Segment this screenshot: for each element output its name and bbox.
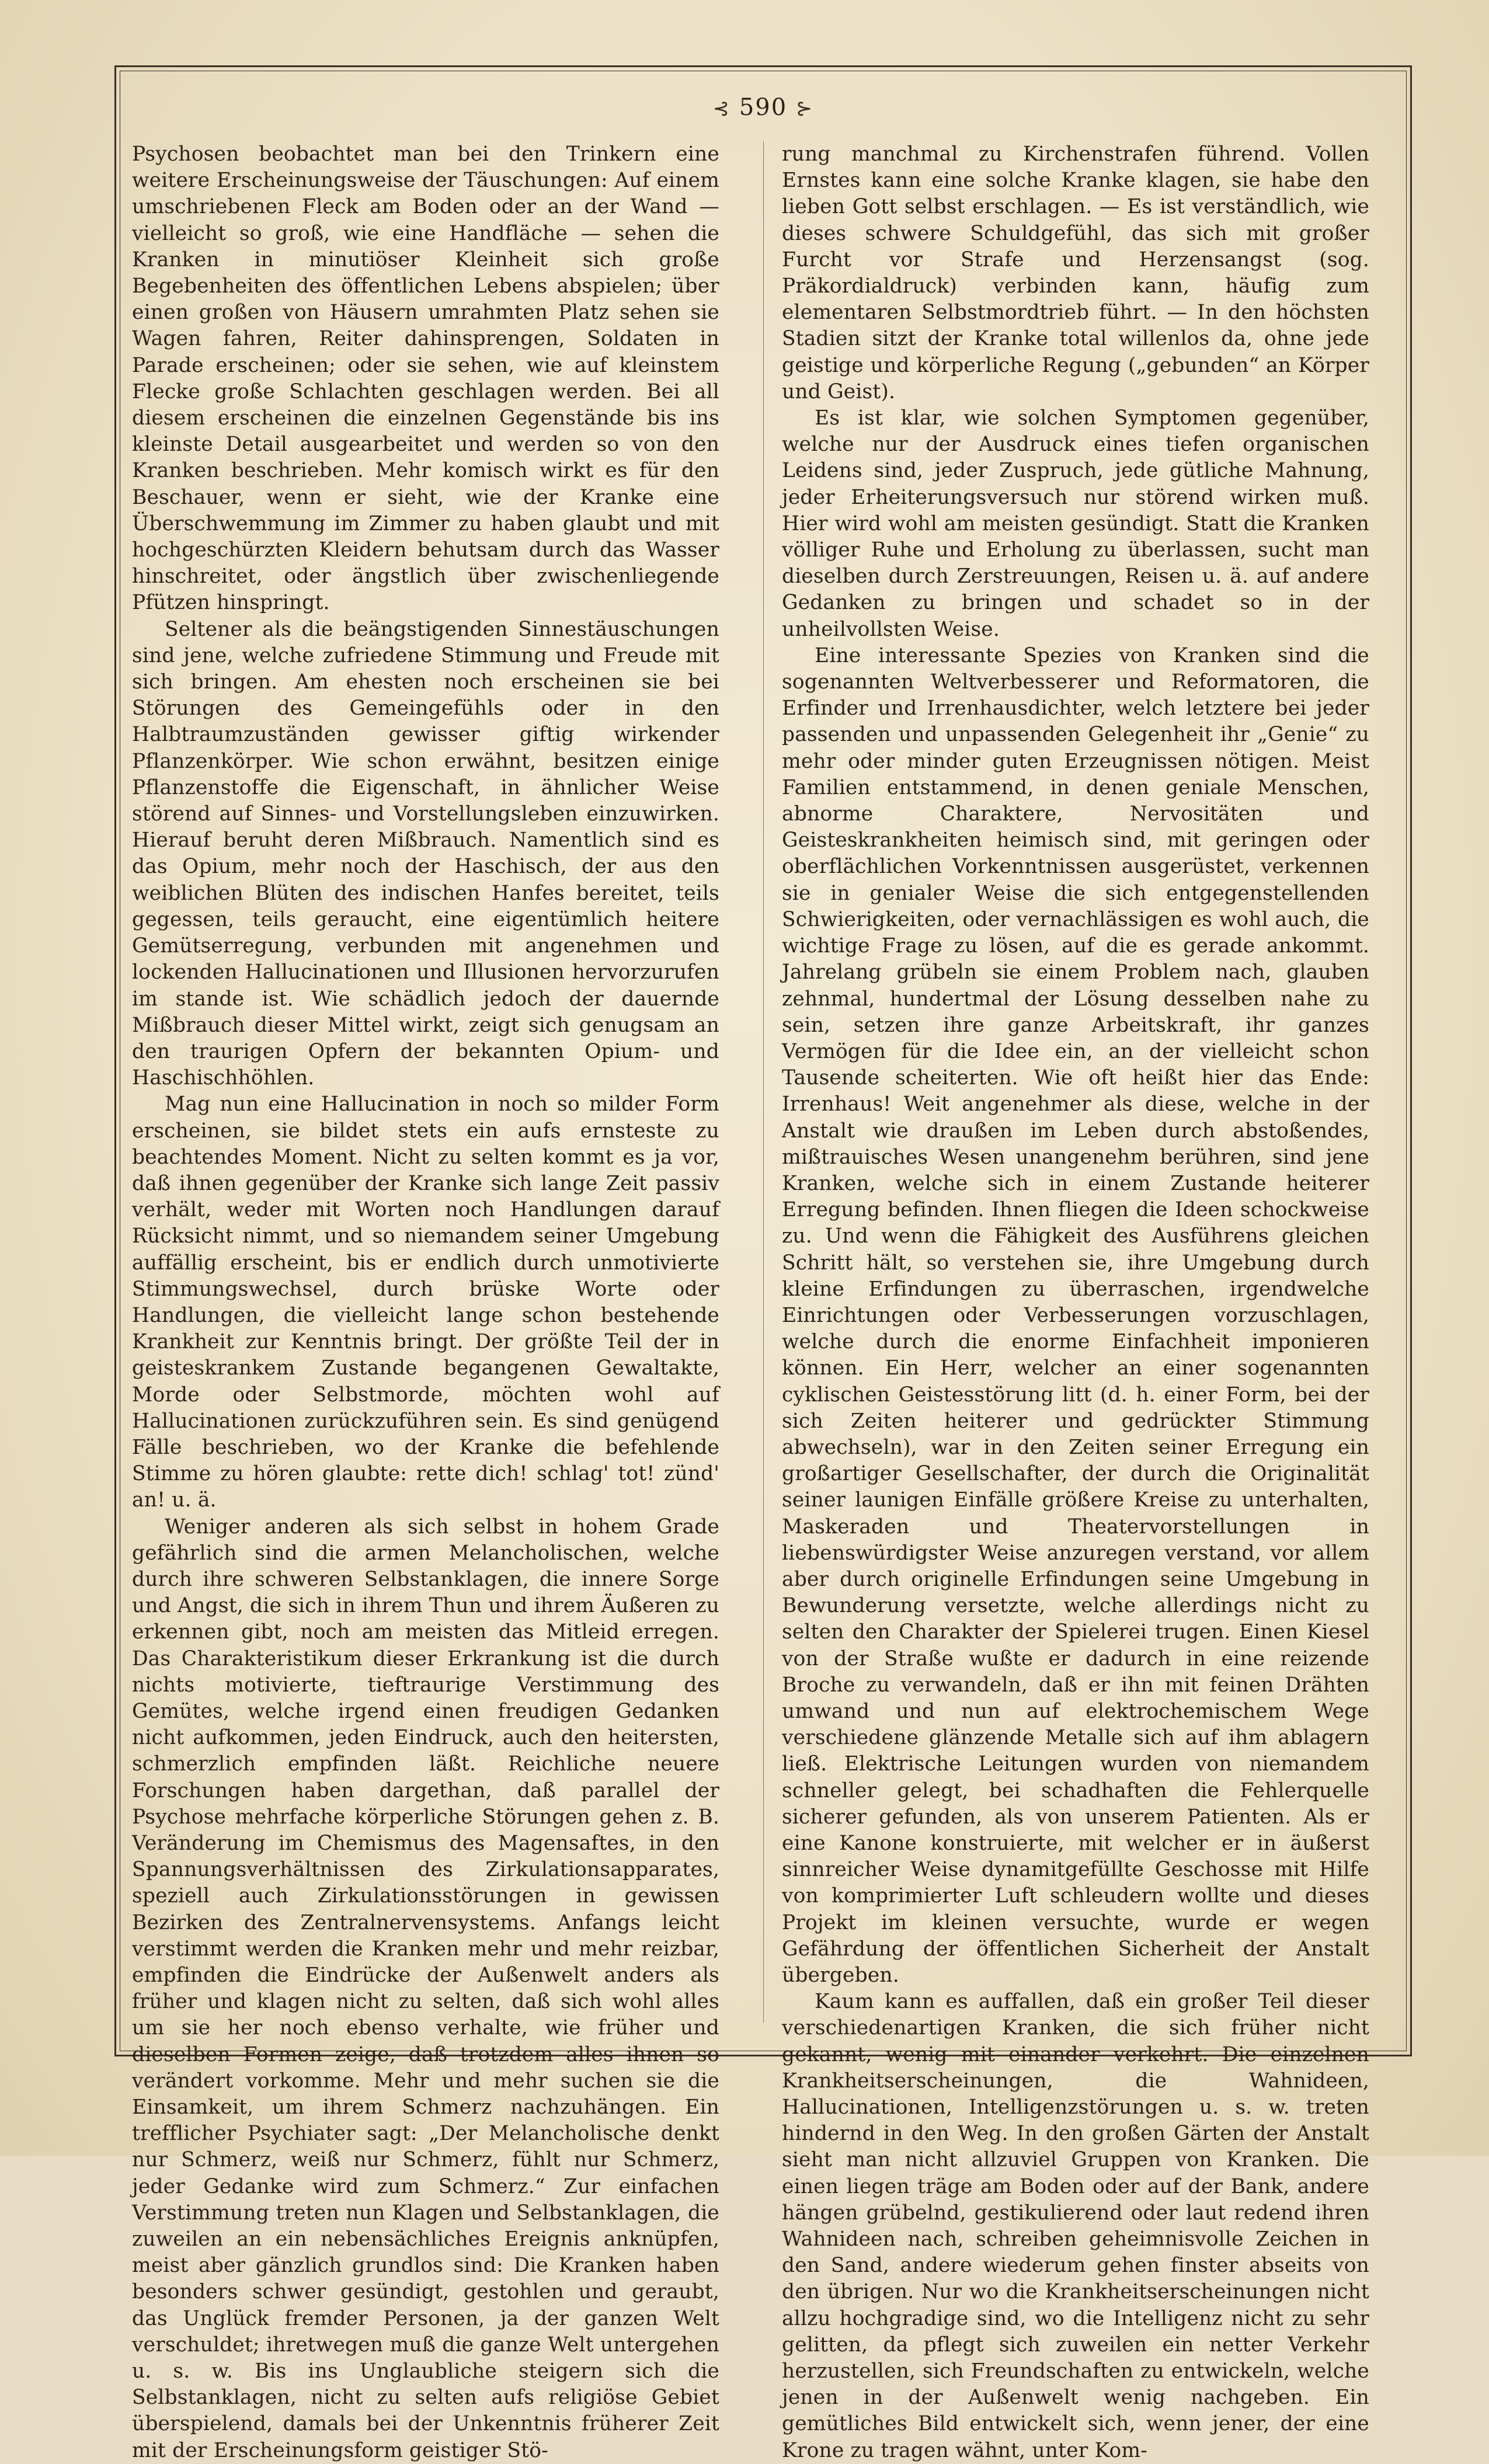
page-number: 590 <box>739 94 788 121</box>
column-divider <box>763 141 764 2023</box>
page-header <box>114 93 1412 123</box>
paragraph: Psychosen beobachtet man bei den Trinkern eine weitere Erscheinungsweise der Täuschungen: Auf einem umschriebenen Fleck am Boden oder an der Wand — vielleicht so groß, wie eine Handfläche — sehen die Kranken in minutiöser Kleinheit sich große Begebenheiten des öffentlichen Lebens abspielen; über einen großen von Häusern umrahmten Platz sehen sie Wagen fahren, Reiter dahinsprengen, Soldaten in Parade erscheinen; oder sie sehen, wie auf kleinstem Flecke große Schlachten geschlagen werden. Bei all diesem erscheinen die einzelnen Gegenstände bis ins kleinste Detail ausgearbeitet und werden so von den Kranken beschrieben. Mehr komisch wirkt es für den Beschauer, wenn er sieht, wie der Kranke eine Überschwemmung im Zimmer zu haben glaubt und mit hochgeschürzten Kleidern behutsam durch das Wasser hinschreitet, oder ängstlich über zwischenliegende Pfützen hinspringt. <box>132 142 719 615</box>
paragraph: Kaum kann es auffallen, daß ein großer Teil dieser verschiedenartigen Kranken, die sich früher nicht gekannt, wenig mit einander verkehrt. Die einzelnen Krankheitserscheinungen, die Wahnideen, Hallucinationen, Intelligenzstörungen u. s. w. treten hindernd in den Weg. In den großen Gärten der Anstalt sieht man nicht allzuviel Gruppen von Kranken. Die einen liegen träge am Boden oder auf der Bank, andere hängen grübelnd, gestikulierend oder laut redend ihren Wahnideen nach, schreiben geheimnisvolle Zeichen in den Sand, andere wiederum gehen finster abseits von den übrigen. Nur wo die Krankheitserscheinungen nicht allzu hochgradige sind, wo die Intelligenz nicht zu sehr gelitten, da pflegt sich zuweilen ein netter Verkehr herzustellen, sich Freundschaften zu entwickeln, welche jenen in der Außenwelt wenig nachgeben. Ein gemütliches Bild entwickelt sich, wenn jener, der eine Krone zu tragen wähnt, unter Kom- <box>782 1990 1369 2462</box>
left-column <box>132 141 719 2464</box>
paragraph: rung manchmal zu Kirchenstrafen führend. Vollen Ernstes kann eine solche Kranke klagen, sie habe den lieben Gott selbst erschlagen. — Es ist verständlich, wie dieses schwere Schuldgefühl, das sich mit großer Furcht vor Strafe und Herzensangst (sog. Präkordialdruck) verbinden kann, häufig zum elementaren Selbstmordtrieb führt. — In den höchsten Stadien sitzt der Kranke total willenlos da, ohne jede geistige und körperliche Regung („gebunden“ an Körper und Geist). <box>782 142 1369 403</box>
right-column <box>782 141 1369 2464</box>
paragraph: Eine interessante Spezies von Kranken sind die sogenannten Weltverbesserer und Reformatoren, die Erfinder und Irrenhausdichter, welch letztere bei jeder passenden und unpassenden Gelegenheit ihr „Genie“ zu mehr oder minder guten Erzeugnissen nötigen. Meist Familien entstammend, in denen geniale Menschen, abnorme Charaktere, Nervositäten und Geisteskrankheiten heimisch sind, mit geringen oder oberflächlichen Vorkenntnissen ausgerüstet, verkennen sie in genialer Weise die sich entgegenstellenden Schwierigkeiten, oder vernachlässigen es wohl auch, die wichtige Frage zu lösen, auf die es gerade ankommt. Jahrelang grübeln sie einem Problem nach, glauben zehnmal, hundertmal der Lösung desselben nahe zu sein, setzen ihre ganze Arbeitskraft, ihr ganzes Vermögen für die Idee ein, an der vielleicht schon Tausende scheiterten. Wie oft heißt hier das Ende: Irrenhaus! Weit angenehmer als diese, welche in der Anstalt wie draußen im Leben durch abstoßendes, mißtrauisches Wesen unangenehm berühren, sind jene Kranken, welche sich in einem Zustande heiterer Erregung befinden. Ihnen fliegen die Ideen schockweise zu. Und wenn die Fähigkeit des Ausführens gleichen Schritt hält, so verstehen sie, ihre Umgebung durch kleine Erfindungen zu überraschen, irgendwelche Einrichtungen oder Verbesserungen vorzuschlagen, welche durch die enorme Einfachheit imponieren können. Ein Herr, welcher an einer sogenannten cyklischen Geistesstörung litt (d. h. einer Form, bei der sich Zeiten heiterer und gedrückter Stimmung abwechseln), war in den Zeiten seiner Erregung ein großartiger Gesellschafter, der durch die Originalität seiner launigen Einfälle größere Kreise zu unterhalten, Maskeraden und Theatervorstellungen in liebenswürdigster Weise anzuregen verstand, vor allem aber durch originelle Erfindungen seine Umgebung in Bewunderung versetzte, welche allerdings nicht zu selten den Charakter der Spielerei trugen. Einen Kiesel von der Straße wußte er dadurch in eine reizende Broche zu verwandeln, daß er ihn mit feinen Drähten umwand und nun auf elektrochemischem Wege verschiedene glänzende Metalle sich auf ihm ablagern ließ. Elektrische Leitungen wurden von niemandem schneller gelegt, bei schadhaften die Fehlerquelle sicherer gefunden, als von unserem Patienten. Als er eine Kanone konstruierte, mit welcher er in äußerst sinnreicher Weise dynamitgefüllte Geschosse mit Hilfe von komprimierter Luft schleudern wollte und dieses Projekt im kleinen versuchte, wurde er wegen Gefährdung der öffentlichen Sicherheit der Anstalt übergeben. <box>782 643 1369 1988</box>
ornament-right-icon: ⊱ <box>795 97 814 120</box>
paragraph: Es ist klar, wie solchen Symptomen gegenüber, welche nur der Ausdruck eines tiefen organischen Leidens sind, jeder Zuspruch, jede gütliche Mahnung, jeder Erheiterungsversuch nur störend wirken muß. Hier wird wohl am meisten gesündigt. Statt die Kranken völliger Ruhe und Erholung zu überlassen, sucht man dieselben durch Zerstreuungen, Reisen u. ä. auf andere Gedanken zu bringen und schadet so in der unheilvollsten Weise. <box>782 406 1369 641</box>
paragraph: Mag nun eine Hallucination in noch so milder Form erscheinen, sie bildet stets ein aufs ernsteste zu beachtendes Moment. Nicht zu selten kommt es ja vor, daß ihnen gegenüber der Kranke sich lange Zeit passiv verhält, weder mit Worten noch Handlungen darauf Rücksicht nimmt, und so niemandem seiner Umgebung auffällig erscheint, bis er endlich durch unmotivierte Stimmungswechsel, durch brüske Worte oder Handlungen, die vielleicht lange schon bestehende Krankheit zur Kenntnis bringt. Der größte Teil der in geisteskrankem Zustande begangenen Gewaltakte, Morde oder Selbstmorde, möchten wohl auf Hallucinationen zurückzuführen sein. Es sind genügend Fälle beschrieben, wo der Kranke die befehlende Stimme zu hören glaubte: rette dich! schlag' tot! zünd' an! u. ä. <box>132 1092 719 1512</box>
paragraph: Seltener als die beängstigenden Sinnestäuschungen sind jene, welche zufriedene Stimmung und Freude mit sich bringen. Am ehesten noch erscheinen sie bei Störungen des Gemeingefühls oder in den Halbtraumzuständen gewisser giftig wirkender Pflanzenkörper. Wie schon erwähnt, besitzen einige Pflanzenstoffe die Eigenschaft, in ähnlicher Weise störend auf Sinnes- und Vorstellungsleben einzuwirken. Hierauf beruht deren Mißbrauch. Namentlich sind es das Opium, mehr noch der Haschisch, der aus den weiblichen Blüten des indischen Hanfes bereitet, teils gegessen, teils geraucht, eine eigentümlich heitere Gemütserregung, verbunden mit angenehmen und lockenden Hallucinationen und Illusionen hervorzurufen im stande ist. Wie schädlich jedoch der dauernde Mißbrauch dieser Mittel wirkt, zeigt sich genugsam an den traurigen Opfern der bekannten Opium- und Haschischhöhlen. <box>132 617 719 1090</box>
paragraph: Weniger anderen als sich selbst in hohem Grade gefährlich sind die armen Melancholischen, welche durch ihre schweren Selbstanklagen, die innere Sorge und Angst, die sich in ihrem Thun und ihrem Äußeren zu erkennen gibt, noch am meisten das Mitleid erregen. Das Charakteristikum dieser Erkrankung ist die durch nichts motivierte, tieftraurige Verstimmung des Gemütes, welche irgend einen freudigen Gedanken nicht aufkommen, jeden Eindruck, auch den heitersten, schmerzlich empfinden läßt. Reichliche neuere Forschungen haben dargethan, daß parallel der Psychose mehrfache körperliche Störungen gehen z. B. Veränderung im Chemismus des Magensaftes, in den Spannungsverhältnissen des Zirkulationsapparates, speziell auch Zirkulationsstörungen in gewissen Bezirken des Zentralnervensystems. Anfangs leicht verstimmt werden die Kranken mehr und mehr reizbar, empfinden die Eindrücke der Außenwelt anders als früher und klagen nicht zu selten, daß sich wohl alles um sie her noch ebenso verhalte, wie früher und dieselben Formen zeige, daß trotzdem alles ihnen so verändert vorkomme. Mehr und mehr suchen sie die Einsamkeit, um ihrem Schmerz nachzuhängen. Ein trefflicher Psychiater sagt: „Der Melancholische denkt nur Schmerz, weiß nur Schmerz, fühlt nur Schmerz, jeder Gedanke wird zum Schmerz.“ Zur einfachen Verstimmung treten nun Klagen und Selbstanklagen, die zuweilen an ein nebensächliches Ereignis anknüpfen, meist aber gänzlich grundlos sind: Die Kranken haben besonders schwer gesündigt, gestohlen und geraubt, das Unglück fremder Personen, ja der ganzen Welt verschuldet; ihretwegen muß die ganze Welt untergehen u. s. w. Bis ins Unglaubliche steigern sich die Selbstanklagen, nicht zu selten aufs religiöse Gebiet überspielend, damals bei der Unkenntnis früherer Zeit mit der Erscheinungsform geistiger Stö- <box>132 1515 719 2462</box>
ornament-left-icon: ⊰ <box>712 97 731 120</box>
